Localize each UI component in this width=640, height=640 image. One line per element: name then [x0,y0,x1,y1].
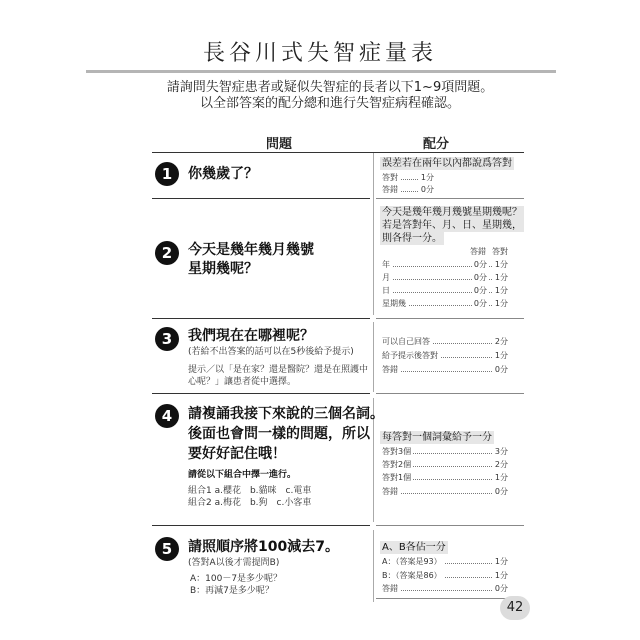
question-number-badge: 2 [155,241,179,265]
row-divider [376,198,524,199]
question-3-text: 我們現在在哪裡呢？ [188,328,314,344]
question-4-combo-2: 組合2 a.梅花 b.狗 c.小客車 [188,498,312,508]
column-label-right: 答對 [492,247,508,256]
header-divider [152,152,524,153]
column-divider [373,530,374,602]
row-divider [376,525,524,526]
question-3-hint-line-2: 心呢？」讓患者從中選擇。 [188,377,297,387]
row-divider [152,525,370,526]
intro-line-1: 請詢問失智症患者或疑似失智症的長者以下1~9項問題。 [166,80,494,95]
q1-scoring-note: 誤差若在兩年以內都說爲答對 [382,158,512,169]
question-number-badge: 1 [155,162,179,186]
row-divider [152,393,370,394]
question-5-subnote: (答對A以後才需提問B) [188,558,280,568]
question-3-hint-line-1: 提示／以「是在家？還是醫院？還是在照護中 [188,365,369,375]
question-4-instruction: 請從以下組合中擇一進行。 [188,470,297,480]
question-number-badge: 3 [155,327,179,351]
column-header-score: 配分 [423,137,450,152]
question-2-text-line-2: 星期幾呢？ [188,261,258,277]
question-4-combo-1: 組合1 a.櫻花 b.貓咪 c.電車 [188,486,312,496]
question-5-part-a: A：100－7是多少呢？ [190,574,283,584]
q2-scoring-note-line-1: 今天是幾年幾月幾號星期幾呢？ [382,207,522,218]
row-divider [152,318,370,319]
q4-scoring-note: 每答對一個詞彙給予一分 [382,432,492,443]
question-5-text: 請照順序將100減去7。 [188,539,339,555]
question-4-text-line-1: 請複誦我接下來說的三個名詞。 [188,406,384,422]
column-header-question: 問題 [266,137,293,152]
column-label-wrong: 答錯 [470,247,486,256]
q5-scoring-note: A、B各佔一分 [382,542,446,553]
question-4-text-line-2: 後面也會問一樣的問題，所以 [188,426,370,442]
q2-scoring-note-line-3: 則各得一分。 [382,233,442,244]
row-divider [376,318,524,319]
question-5-part-b: B：再減7是多少呢？ [190,586,274,596]
row-divider [152,198,370,199]
row-divider [376,598,524,599]
column-divider [373,322,374,392]
page-number: 42 [500,596,530,620]
question-4-text-line-3: 要好好記住哦！ [188,446,286,462]
question-2-text-line-1: 今天是幾年幾月幾號 [188,242,314,258]
intro-line-2: 以全部答案的配分總和進行失智症病程確認。 [199,96,460,111]
question-number-badge: 5 [155,537,179,561]
q2-scoring-note-line-2: 若是答對年、月、日、星期幾， [382,220,522,231]
row-divider [376,393,524,394]
column-divider [373,153,374,205]
column-divider [373,205,374,315]
title-divider [86,70,556,73]
question-number-badge: 4 [155,404,179,428]
question-3-subnote: (若給不出答案的話可以在5秒後給予提示) [188,347,354,357]
page-title: 長谷川式失智症量表 [202,41,437,66]
question-1-text: 你幾歲了？ [188,166,258,182]
